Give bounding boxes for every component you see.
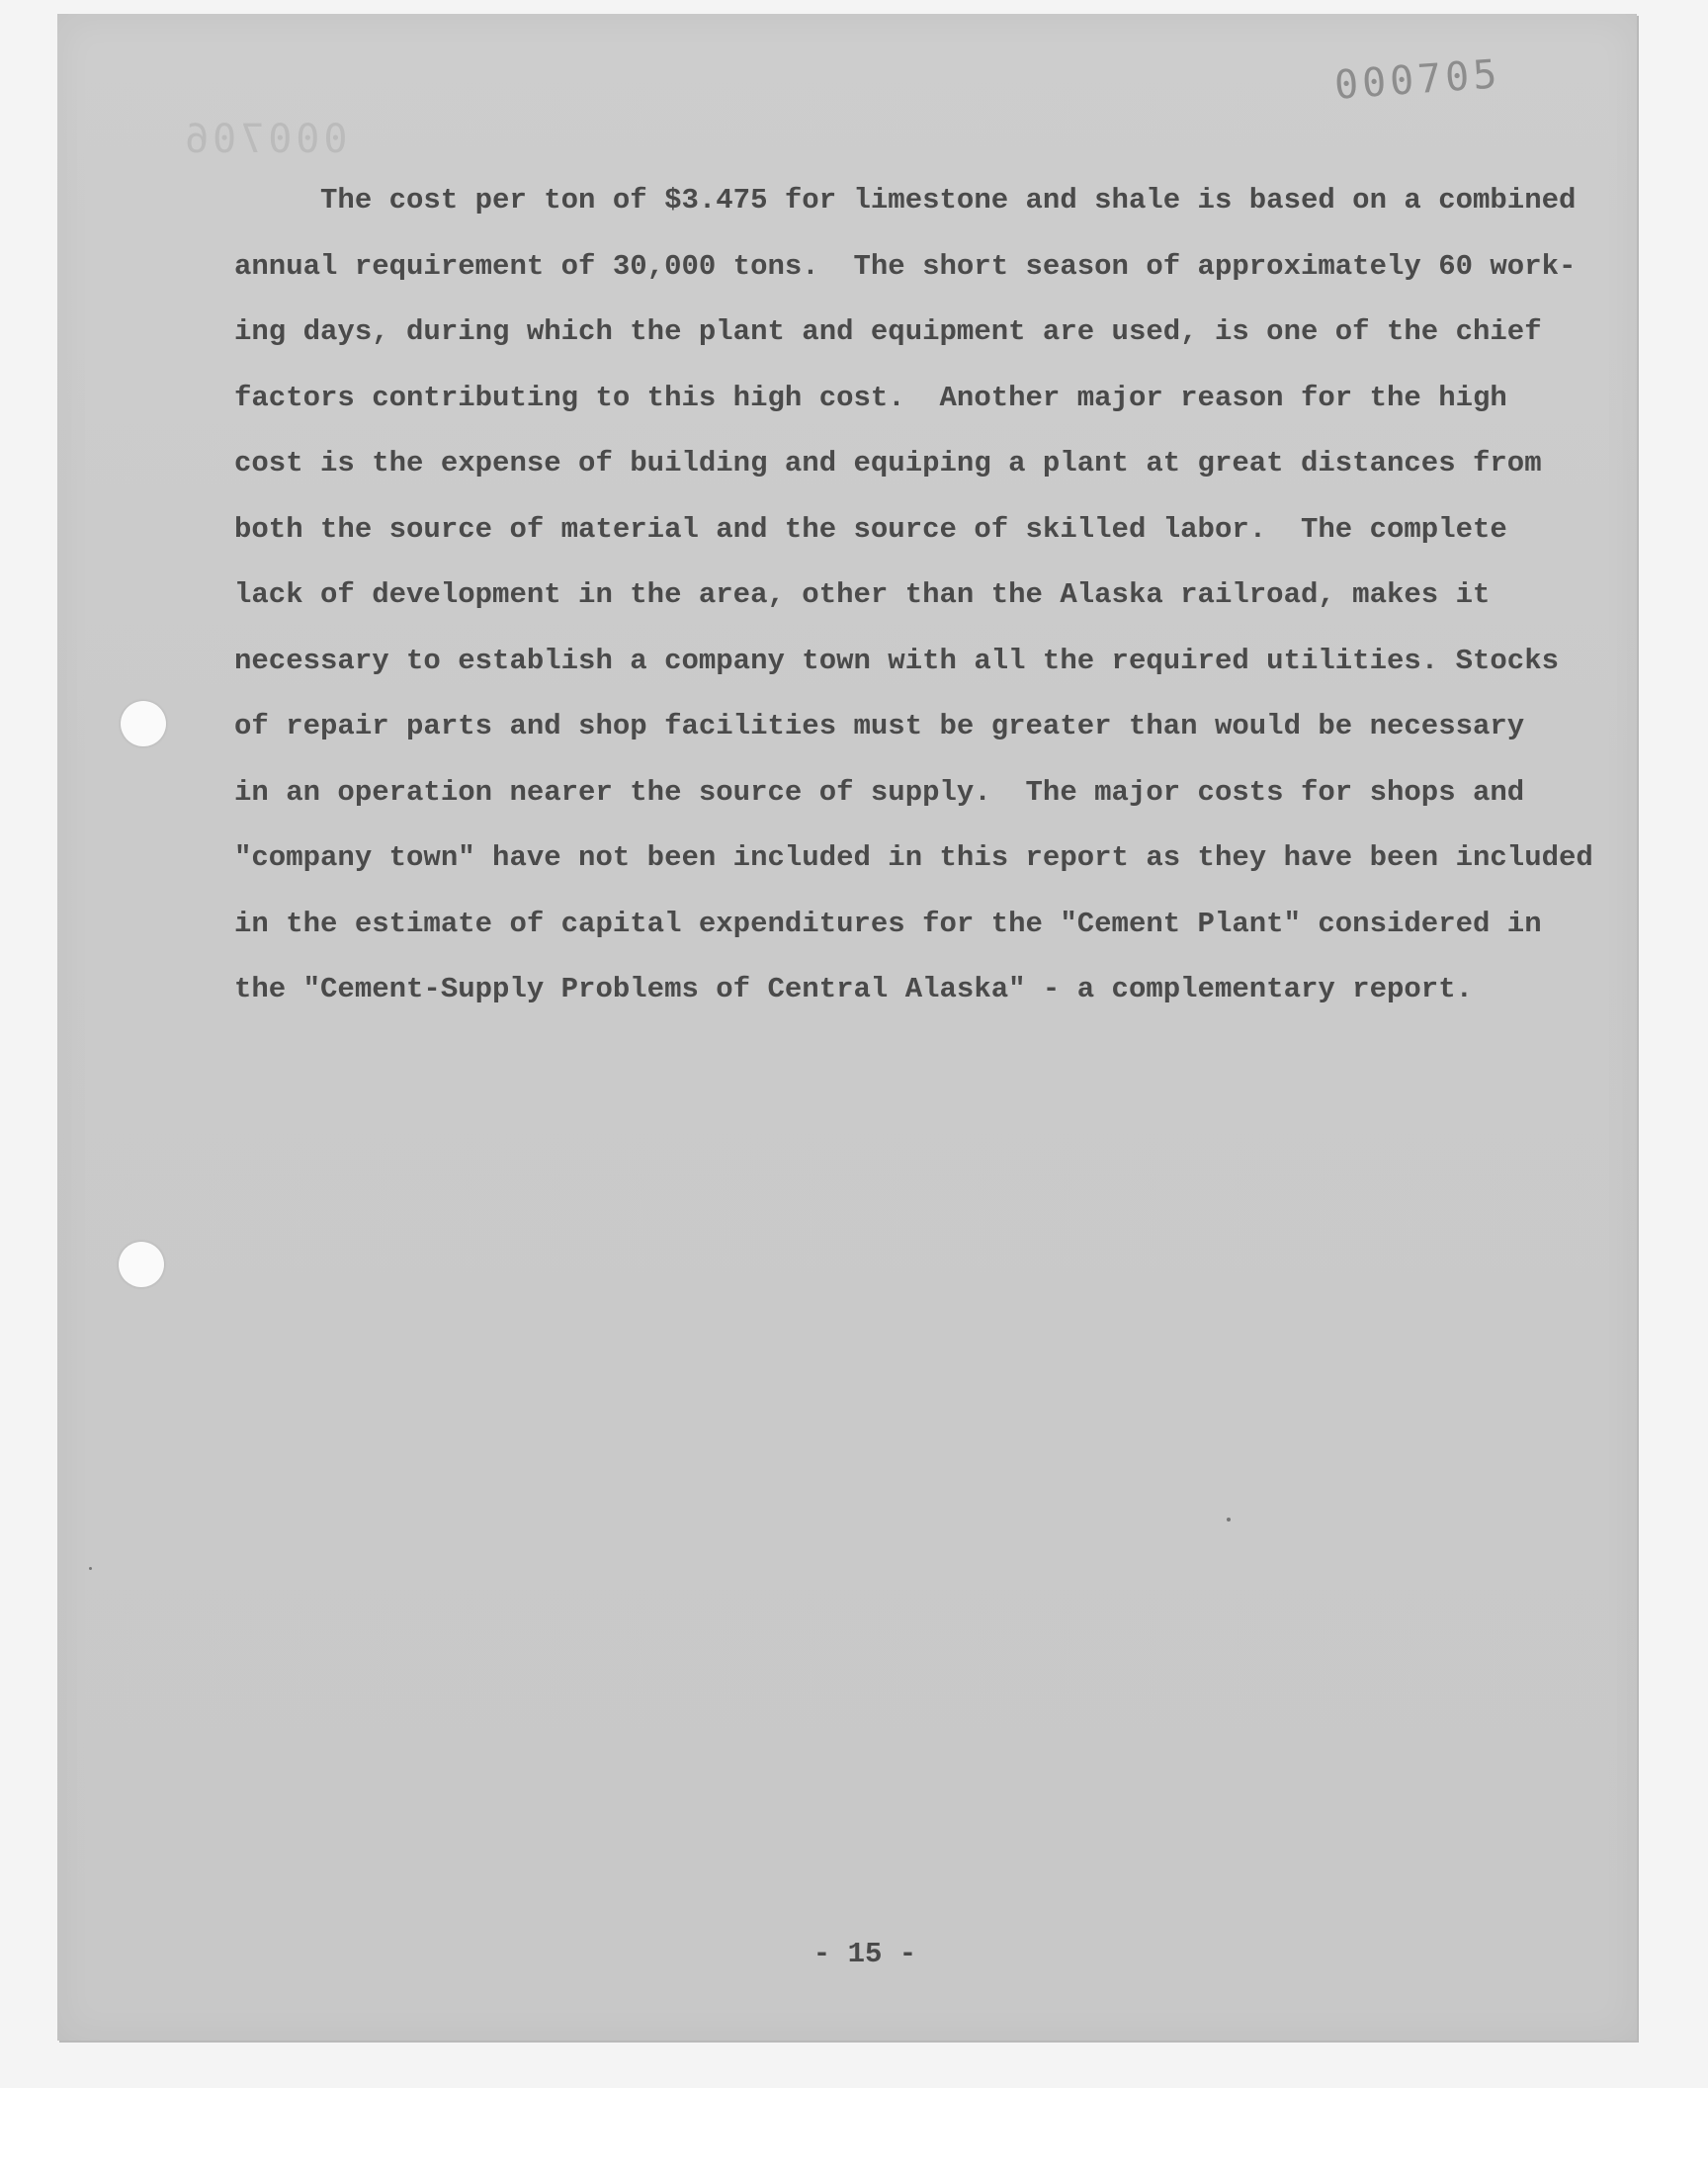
paper-speck: [1227, 1518, 1231, 1522]
body-line: The cost per ton of $3.475 for limestone and shale is based on a combined: [234, 184, 1577, 217]
body-line: of repair parts and shop facilities must be greater than would be necessary: [234, 710, 1525, 742]
body-line: ing days, during which the plant and equipment are used, is one of the chief: [234, 315, 1542, 348]
body-line: factors contributing to this high cost. Another major reason for the high: [234, 381, 1507, 414]
body-line: in an operation nearer the source of supply. The major costs for shops and: [234, 775, 1525, 809]
body-line: both the source of material and the source of skilled labor. The complete: [234, 512, 1507, 546]
body-line: lack of development in the area, other than the Alaska railroad, makes it: [234, 578, 1491, 611]
archive-stamp-number: 000705: [1332, 51, 1502, 109]
body-line: cost is the expense of building and equiping a plant at great distances from: [234, 447, 1542, 479]
punch-hole-top: [121, 701, 166, 746]
bleed-through-stamp-number: 000706: [181, 117, 348, 162]
paper-speck: [89, 1567, 92, 1570]
body-line: the "Cement-Supply Problems of Central Alaska" - a complementary report.: [234, 973, 1474, 1005]
body-paragraph: [234, 168, 1593, 1023]
punch-hole-bottom: [119, 1242, 164, 1287]
page-number: - 15 -: [812, 1938, 917, 1970]
body-line: in the estimate of capital expenditures for the "Cement Plant" considered in: [234, 907, 1542, 940]
body-line: necessary to establish a company town with all the required utilities. Stocks: [234, 644, 1560, 677]
body-line: "company town" have not been included in this report as they have been included: [234, 841, 1593, 874]
body-line: annual requirement of 30,000 tons. The short season of approximately 60 work-: [234, 249, 1577, 283]
